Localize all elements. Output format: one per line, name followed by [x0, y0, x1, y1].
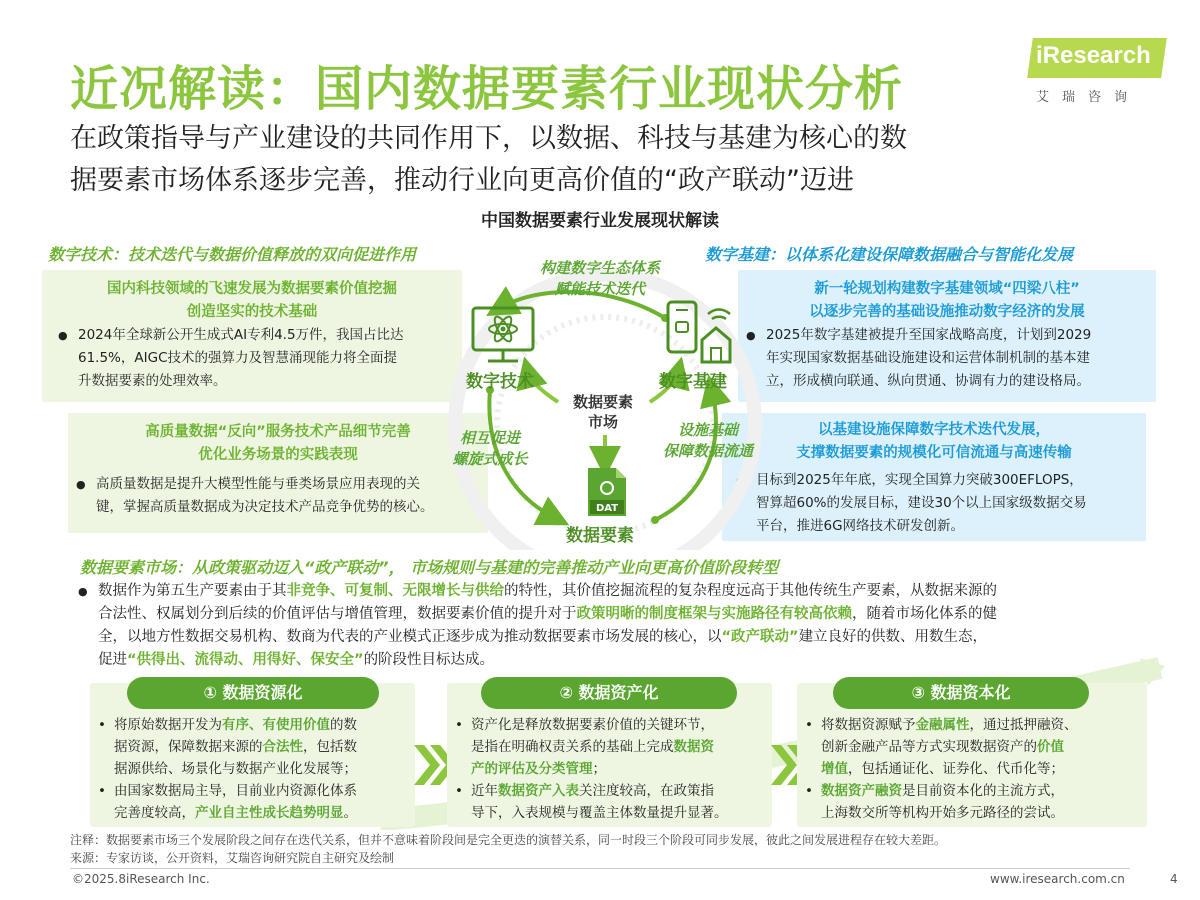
stage-1-bullet-1	[94, 714, 412, 780]
text-span: 将数据资源赋予	[821, 717, 916, 733]
bullet-line: ● 2025年数字基建被提升至国家战略高度，计划到2029	[766, 327, 1092, 343]
page-subtitle	[70, 118, 1150, 202]
stage-1-bullet-2	[94, 780, 412, 824]
logo-text: iResearch	[1036, 42, 1151, 69]
left-box-2-head-1: 高质量数据“反向”服务技术产品细节完善	[145, 424, 411, 440]
text-line: • 资产化是释放数据要素价值的关键环节，	[471, 717, 714, 733]
bullet-line: 年实现国家数据基础设施建设和运营体制机制的基本建	[766, 350, 1090, 366]
right-box-1-head-2: 以逐步完善的基础设施推动数字经济的发展	[809, 304, 1085, 320]
node-data-element: 数据要素	[566, 526, 634, 546]
stage-1-content	[94, 714, 412, 824]
bullet-line: 61.5%，AIGC技术的强算力及智慧涌现能力将全面提	[78, 350, 397, 366]
left-box-1-head-1: 国内科技领域的飞速发展为数据要素价值挖掘	[107, 281, 397, 297]
center-line: 市场	[587, 413, 618, 431]
bullet-line: 平台，推进6G网络技术研发创新。	[756, 518, 965, 534]
left-box-2-bullet	[74, 473, 488, 519]
text-span: 全，以地方性数据交易机构、数商为代表的产业模式正逐步成为推动数据要素市场发展的核心，以	[98, 629, 722, 645]
website-link[interactable]: www.iresearch.com.cn	[990, 872, 1125, 886]
text-span: 近年	[471, 783, 498, 799]
highlight-span: “供得出、流得动、用得好、保安全”	[127, 652, 364, 668]
stage-3-bullet-1	[801, 714, 1143, 780]
subtitle-line-2: 据要素市场体系逐步完善，推动行业向更高价值的“政产联动”迈进	[70, 165, 854, 196]
text-span: ，随着市场化体系的健	[852, 606, 997, 622]
source-text: 来源：专家访谈，公开资料，艾瑞咨询研究院自主研究及绘制	[70, 851, 395, 865]
highlight-span: 金融属性	[915, 717, 970, 733]
text-line: • 由国家数据局主导，目前业内资源化体系	[114, 783, 357, 799]
text-span: ，通过抵押融资、	[969, 717, 1078, 733]
arrow-label-line: 螺旋式成长	[452, 450, 528, 468]
text-span: 的特性，其价值挖掘流程的复杂程度远高于其他传统生产要素，从数据来源的	[504, 583, 997, 599]
text-span: 将原始数据开发为	[114, 717, 222, 733]
text-span: 。	[343, 805, 357, 821]
highlight-span: 产业自主性成长趋势明显	[195, 805, 344, 821]
text-span: 创新金融产品等方式实现数据资产的	[821, 739, 1037, 755]
right-box-2	[722, 413, 1146, 541]
bullet-line: ● 高质量数据是提升大模型性能与垂类场景应用表现的关	[96, 476, 420, 492]
left-arrow-label	[440, 428, 540, 470]
text-span: 据资源，保障数据来源的	[114, 739, 263, 755]
highlight-span: 数据资	[673, 739, 714, 755]
text-line: 上海数交所等机构开始多元路径的尝试。	[821, 805, 1064, 821]
stage-3-label: ③ 数据资本化	[833, 677, 1089, 709]
iresearch-logo	[1030, 38, 1170, 108]
node-digital-tech: 数字技术	[466, 372, 534, 392]
highlight-span: 价值	[1037, 739, 1064, 755]
page-title: 近况解读：国内数据要素行业现状分析	[70, 61, 904, 117]
left-box-1-head-2: 创造坚实的技术基础	[186, 304, 318, 320]
right-box-2-head-1: 以基建设施保障数字技术迭代发展，	[818, 422, 1050, 438]
bullet-line: 立，形成横向联通、纵向贯通、协调有力的建设格局。	[766, 373, 1090, 389]
text-span: 完善度较高，	[114, 805, 195, 821]
text-span: 的阶段性目标达成。	[363, 652, 495, 668]
left-box-2	[68, 413, 488, 533]
highlight-span: 数据资产入表	[498, 783, 579, 799]
highlight-span: 增值	[821, 761, 848, 777]
right-box-1-bullet	[744, 324, 1156, 393]
stage-1-label: ① 数据资源化	[127, 677, 379, 709]
stage-2-bullet-2	[451, 780, 769, 824]
arrow-label-line: 相互促进	[459, 429, 520, 447]
text-span: 建立良好的供数、用数生态，	[798, 629, 988, 645]
center-line: 数据要素	[572, 393, 633, 411]
copyright: ©2025.8iResearch Inc.	[72, 872, 210, 886]
arrow-label-line: 保障数据流通	[662, 442, 753, 460]
highlight-span: 非竞争、可复制、无限增长与供给	[286, 583, 504, 599]
text-span: ，包括通证化、证券化、代币化等；	[848, 761, 1064, 777]
bullet-line: ● 目标到2025年年底，实现全国算力突破300EFLOPS，	[756, 472, 1083, 488]
right-box-2-head-2: 支撑数据要素的规模化可信流通与高速传输	[796, 445, 1072, 461]
highlight-span: 有序、有使用价值	[222, 717, 330, 733]
text-span: 是目前资本化的主流方式，	[902, 783, 1064, 799]
text-span: 合法性、权属划分到后续的价值评估与增值管理，数据要素价值的提升对于	[98, 606, 577, 622]
market-line-3	[98, 626, 1162, 649]
left-box-1-bullet	[56, 324, 462, 393]
bullet-line: 升数据要素的处理效率。	[78, 373, 227, 389]
right-section-title: 数字基建：以体系化建设保障数据融合与智能化发展	[705, 245, 1074, 264]
top-arrow-label	[520, 258, 680, 300]
right-arrow-label	[648, 420, 768, 462]
subtitle-line-1: 在政策指导与产业建设的共同作用下，以数据、科技与基建为核心的数	[70, 123, 907, 154]
bullet-dot: ●	[78, 585, 88, 598]
left-section-title: 数字技术：技术迭代与数据价值释放的双向促进作用	[48, 245, 417, 264]
left-box-2-head-2: 优化业务场景的实践表现	[198, 447, 358, 463]
file-label: DAT	[595, 503, 619, 514]
right-box-1-head-1: 新一轮规划构建数字基建领域“四梁八柱”	[814, 281, 1080, 297]
footer-divider	[70, 868, 1130, 869]
stage-2-label: ② 数据资产化	[481, 677, 737, 709]
logo-subtext: 艾瑞咨询	[1036, 90, 1141, 105]
market-section-title: 数据要素市场：从政策驱动迈入“政产联动”， 市场规则与基建的完善推动产业向更高价值阶段转型	[80, 558, 779, 577]
highlight-span: 合法性	[262, 739, 303, 755]
center-market-label	[565, 392, 641, 432]
bullet-line: 键，掌握高质量数据成为决定技术产品竞争优势的核心。	[96, 499, 434, 515]
bullet-line: ● 2024年全球新公开生成式AI专利4.5万件，我国占比达	[78, 327, 404, 343]
text-span: 促进	[98, 652, 127, 668]
text-span: 是指在明确权责关系的基础上完成	[471, 739, 674, 755]
highlight-span: 数据资产融资	[821, 783, 902, 799]
text-span: ；	[592, 761, 606, 777]
arrow-label-line: 赋能技术迭代	[554, 280, 645, 298]
text-span: ，包括数	[303, 739, 357, 755]
stage-2-content	[451, 714, 769, 824]
highlight-span: 产的评估及分类管理	[471, 761, 593, 777]
chart-title: 中国数据要素行业发展现状解读	[481, 211, 719, 231]
text-line: 导下，入表规模与覆盖主体数量提升显著。	[471, 805, 728, 821]
arrow-dot	[651, 516, 659, 524]
highlight-span: 政策明晰的制度框架与实施路径有较高依赖	[576, 606, 852, 622]
arrow-label-line: 构建数字生态体系	[539, 259, 660, 277]
stage-2-bullet-1	[451, 714, 769, 780]
left-box-1	[42, 270, 462, 402]
text-line: 据源供给、场景化与数据产业化发展等；	[114, 761, 357, 777]
highlight-span: “政产联动”	[721, 629, 799, 645]
bullet-line: 智算超60%的发展目标，建设30个以上国家级数据交易	[756, 495, 1087, 511]
right-box-1	[738, 270, 1156, 402]
market-line-2	[98, 603, 1162, 626]
arrow-label-line: 设施基础	[677, 421, 738, 439]
stage-3-bullet-2	[801, 780, 1143, 824]
note-text: 注释：数据要素市场三个发展阶段之间存在迭代关系，但并不意味着阶段间是完全更迭的演替关系，同一时段三个阶段可同步发展，彼此之间发展进程存在较大差距。	[70, 833, 947, 847]
node-digital-infra: 数字基建	[659, 372, 727, 392]
text-span: 数据作为第五生产要素由于其	[98, 583, 287, 599]
right-box-2-bullet	[734, 469, 1146, 538]
page-number: 4	[1170, 872, 1178, 886]
text-span: 的数	[330, 717, 357, 733]
text-span: 关注度较高，在政策指	[579, 783, 714, 799]
market-line-1	[98, 580, 1162, 603]
stage-3-content	[801, 714, 1143, 824]
